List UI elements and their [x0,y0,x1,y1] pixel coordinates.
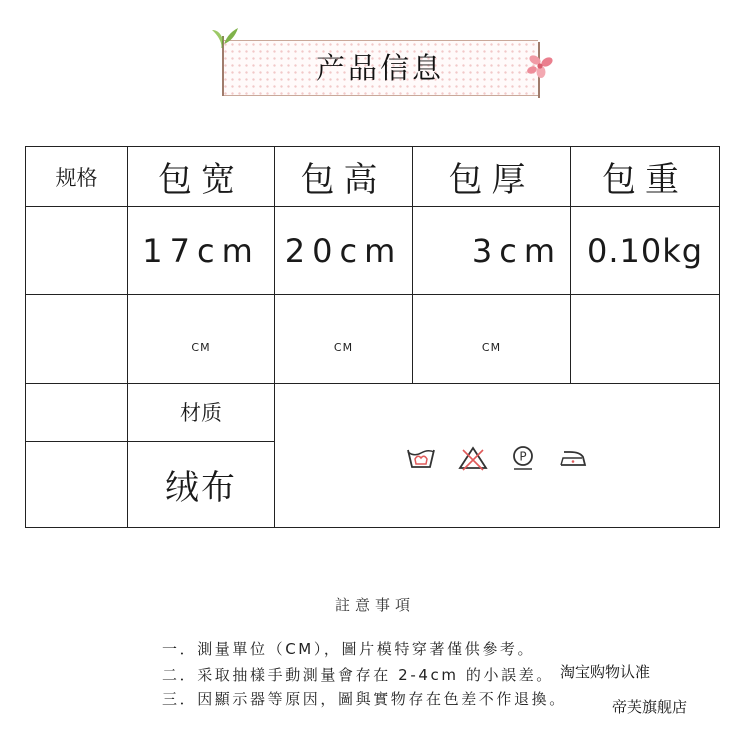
low-iron-icon [558,445,588,475]
unit-width: CM [128,295,275,383]
note-item: 三．因顯示器等原因，圖與實物存在色差不作退換。 [162,690,567,708]
unit-thickness: CM [413,295,571,383]
table-row-units [26,295,720,383]
value-width: 17cm [128,207,275,295]
leaf-icon [206,24,242,50]
header-weight: 包重 [571,147,720,207]
care-symbols-cell [275,383,720,527]
care-symbols [406,435,588,475]
empty-cell [571,295,720,383]
value-thickness: 3cm [413,207,571,295]
value-height: 20cm [275,207,413,295]
header-thickness: 包厚 [413,147,571,207]
flower-icon [524,52,558,82]
watermark-line-2: 帝芙旗舰店 [612,698,688,716]
table-row-material-label [26,383,720,441]
empty-cell [26,207,128,295]
value-weight: 0.10kg [571,207,720,295]
empty-cell [26,295,128,383]
page-title: 产品信息 [315,51,444,85]
note-item: 二．采取抽樣手動測量會存在 2-4cm 的小誤差。 [162,666,554,684]
empty-cell [26,441,128,527]
no-bleach-icon [458,445,488,475]
notes-title: 註意事項 [334,596,415,614]
header-width: 包宽 [128,147,275,207]
unit-height: CM [275,295,413,383]
table-header-row [26,147,720,207]
dry-clean-p-icon [510,445,536,475]
material-value: 绒布 [128,441,275,527]
note-item: 一．測量單位（CM），圖片模特穿著僅供參考。 [162,640,536,658]
spec-table [25,146,720,528]
header-spec: 规格 [26,147,128,207]
header-height: 包高 [275,147,413,207]
table-row-values [26,207,720,295]
material-label: 材质 [128,383,275,441]
watermark-line-1: 淘宝购物认准 [560,663,651,681]
hand-wash-icon [406,445,436,475]
svg-text:P: P [519,449,527,464]
empty-cell [26,383,128,441]
